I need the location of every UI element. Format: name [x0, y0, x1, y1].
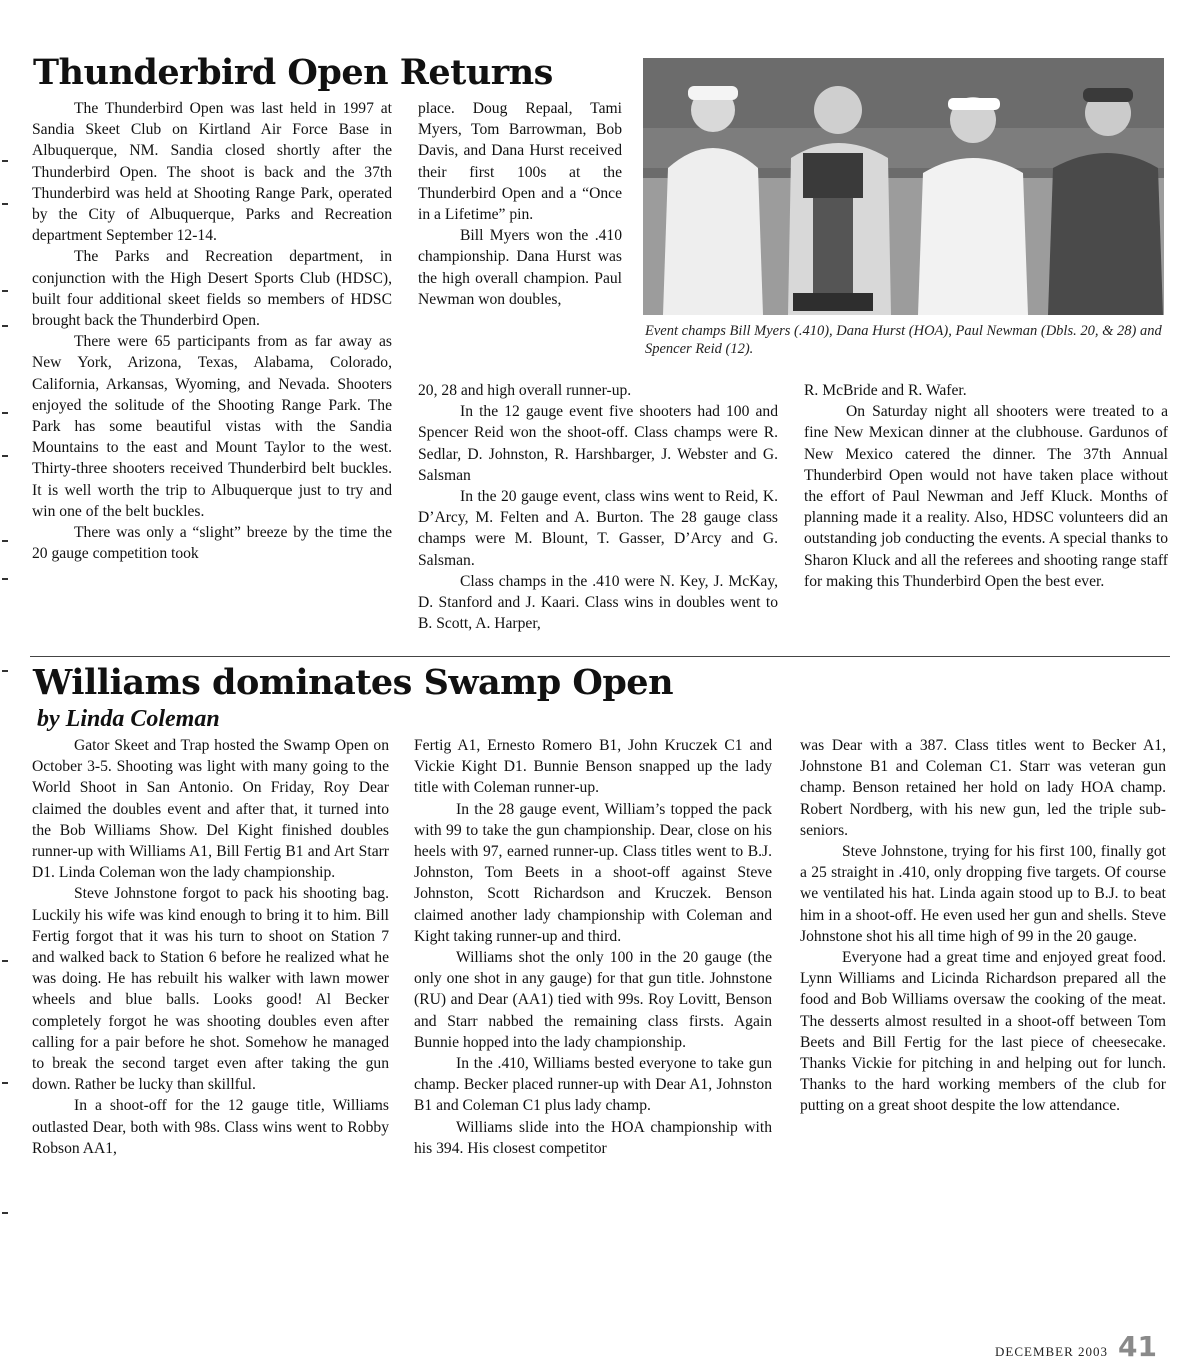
paragraph: R. McBride and R. Wafer.: [804, 382, 967, 399]
margin-tick: [2, 325, 8, 327]
paragraph: In a shoot-off for the 12 gauge title, Williams outlasted Dear, both with 98s. Class wins went to Robby Robson AA1,: [32, 1097, 389, 1157]
article2-column-1: [32, 735, 389, 1291]
margin-tick: [2, 160, 8, 162]
paragraph: On Saturday night all shooters were treated to a fine New Mexican dinner at the clubhouse. Gardunos of New Mexico catered the dinner. The 37th Annual Thunderbird Open would not have taken place without the effort of Paul Newman and Jeff Kluck. Months of planning made it a reality. Also, HDSC volunteers did an outstanding job conducting the events. A special thanks to Sharon Kluck and all the referees and shooting range staff for making this Thunderbird Open the best ever.: [804, 403, 1168, 590]
article2-byline: by Linda Coleman: [37, 706, 220, 732]
margin-tick: [2, 578, 8, 580]
paragraph: In the 12 gauge event five shooters had 100 and Spencer Reid won the shoot-off. Class champs were R. Sedlar, D. Johnston, R. Harshbarger, J. Webster and G. Salsman: [418, 403, 778, 484]
article1-headline: Thunderbird Open Returns: [33, 52, 553, 93]
paragraph: Everyone had a great time and enjoyed great food. Lynn Williams and Licinda Richardson prepared all the food and Bob Williams oversaw the cooking of the meat. The desserts almost resulted in a shoot-off between Tom Beets and Bill Fertig for the last piece of cheesecake. Thanks Vickie for pitching in and helping out for lunch. Thanks to the hard working members of the club for putting on a great shoot despite the low attendance.: [800, 949, 1166, 1115]
paragraph: Class champs in the .410 were N. Key, J. McKay, D. Stanford and J. Kaari. Class wins in doubles went to B. Scott, A. Harper,: [418, 572, 778, 633]
paragraph: Bill Myers won the .410 championship. Dana Hurst was the high overall champion. Paul Newman won doubles,: [418, 227, 622, 308]
paragraph: was Dear with a 387. Class titles went to Becker A1, Johnstone B1 and Coleman C1. Starr was veteran gun champ. Benson retained her hold on lady HOA champ. Robert Nordberg, with his new gun, led the triple sub-seniors.: [800, 737, 1166, 839]
paragraph: place. Doug Repaal, Tami Myers, Tom Barrowman, Bob Davis, and Dana Hurst received their first 100s at the Thunderbird Open and a “Once in a Lifetime” pin.: [418, 100, 622, 224]
margin-tick: [2, 290, 8, 292]
margin-tick: [2, 670, 8, 672]
article1-column-2-lower: [418, 380, 778, 654]
margin-tick: [2, 960, 8, 962]
paragraph: The Thunderbird Open was last held in 1997 at Sandia Skeet Club on Kirtland Air Force Base in Albuquerque, NM. Sandia closed shortly after the Thunderbird Open. The shoot is back and the 37th Thunderbird was held at Shooting Range Park, operated by the City of Albuquerque, Parks and Recreation department September 12-14.: [32, 100, 392, 245]
paragraph: There was only a “slight” breeze by the time the 20 gauge competition took: [32, 524, 392, 563]
event-champs-photo: [643, 58, 1164, 315]
page-footer: [995, 1330, 1158, 1363]
photo-caption: Event champs Bill Myers (.410), Dana Hurst (HOA), Paul Newman (Dbls. 20, & 28) and Spencer Reid (12).: [645, 323, 1162, 357]
paragraph: Gator Skeet and Trap hosted the Swamp Open on October 3-5. Shooting was light with many going to the World Shoot in San Antonio. On Friday, Roy Dear claimed the doubles event and after that, it turned into the Bob Williams Show. Del Kight finished doubles runner-up with Williams A1, Bill Fertig B1 and Art Starr D1. Linda Coleman won the lady championship.: [32, 737, 389, 882]
article1-column-1: [32, 98, 392, 654]
paragraph: Steve Johnstone, trying for his first 100, finally got a 25 straight in .410, only dropping five targets. Of course we ventilated his hat. Linda again stood up to B.J. to beat him in a shoot-off. He even used her gun and shells. Steve Johnstone shot his all time high of 99 in the 20 gauge.: [800, 843, 1166, 945]
margin-tick: [2, 412, 8, 414]
margin-tick: [2, 455, 8, 457]
article1-column-2: [418, 98, 622, 378]
paragraph: There were 65 participants from as far away as New York, Arizona, Texas, Alabama, Colorado, California, Arkansas, Wyoming, and Nevada. Shooters enjoyed the solitude of the Shooting Range Park. The Park has some beautiful vistas with the Sandia Mountains to the east and Mount Taylor to the west. Thirty-three shooters received Thunderbird belt buckles. It is well worth the trip to Albuquerque just to try and win one of the belt buckles.: [32, 333, 392, 520]
page-number: 41: [1118, 1330, 1158, 1363]
paragraph: In the 20 gauge event, class wins went to Reid, K. D’Arcy, M. Felten and A. Burton. The 28 gauge class champs were M. Blount, T. Gasser, D’Arcy and G. Salsman.: [418, 488, 778, 569]
paragraph: 20, 28 and high overall runner-up.: [418, 382, 632, 399]
article2-headline: Williams dominates Swamp Open: [33, 662, 674, 703]
article2-column-3: [800, 735, 1166, 1247]
margin-tick: [2, 540, 8, 542]
margin-tick: [2, 1082, 8, 1084]
margin-tick: [2, 203, 8, 205]
paragraph: Williams shot the only 100 in the 20 gauge (the only one shot in any gauge) for that gun title. Johnstone (RU) and Dear (AA1) tied with 99s. Roy Lovitt, Benson and Starr nabbed the remaining class firsts. Again Bunnie hopped into the lady championship.: [414, 949, 772, 1051]
paragraph: Fertig A1, Ernesto Romero B1, John Kruczek C1 and Vickie Kight D1. Bunnie Benson snapped up the lady title with Coleman runner-up.: [414, 737, 772, 797]
paragraph: Williams slide into the HOA championship with his 394. His closest competitor: [414, 1118, 772, 1157]
article1-column-3: [804, 380, 1168, 654]
issue-date: DECEMBER 2003: [995, 1344, 1109, 1359]
article2-column-2: [414, 735, 772, 1291]
section-divider: [30, 656, 1170, 657]
paragraph: In the .410, Williams bested everyone to take gun champ. Becker placed runner-up with Dear A1, Johnston B1 and Coleman C1 plus lady champ.: [414, 1055, 772, 1115]
paragraph: In the 28 gauge event, William’s topped the pack with 99 to take the gun championship. Dear, close on his heels with 97, earned runner-up. Class titles went to B.J. Johnston, Tom Beets in a shoot-off against Steve Johnston, Scott Richardson and Kruczek. Benson claimed another lady championship with Coleman and Kight taking runner-up and third.: [414, 800, 772, 945]
margin-tick: [2, 1212, 8, 1214]
paragraph: Steve Johnstone forgot to pack his shooting bag. Luckily his wife was kind enough to bring it to him. Bill Fertig forgot that it was his turn to shoot on Station 7 and walked back to Station 6 before he realized what he was doing. He has rebuilt his walker with lawn mower wheels and blue balls. Looks good! Al Becker completely forgot he was shooting doubles even after calling for a pair before he shot. Somehow he managed to break the second target even after taking the gun down. Rather be lucky than skillful.: [32, 885, 389, 1094]
paragraph: The Parks and Recreation department, in conjunction with the High Desert Sports Club (HDSC), built four additional skeet fields so members of HDSC brought back the Thunderbird Open.: [32, 248, 392, 330]
photo-illustration: [643, 58, 1164, 315]
